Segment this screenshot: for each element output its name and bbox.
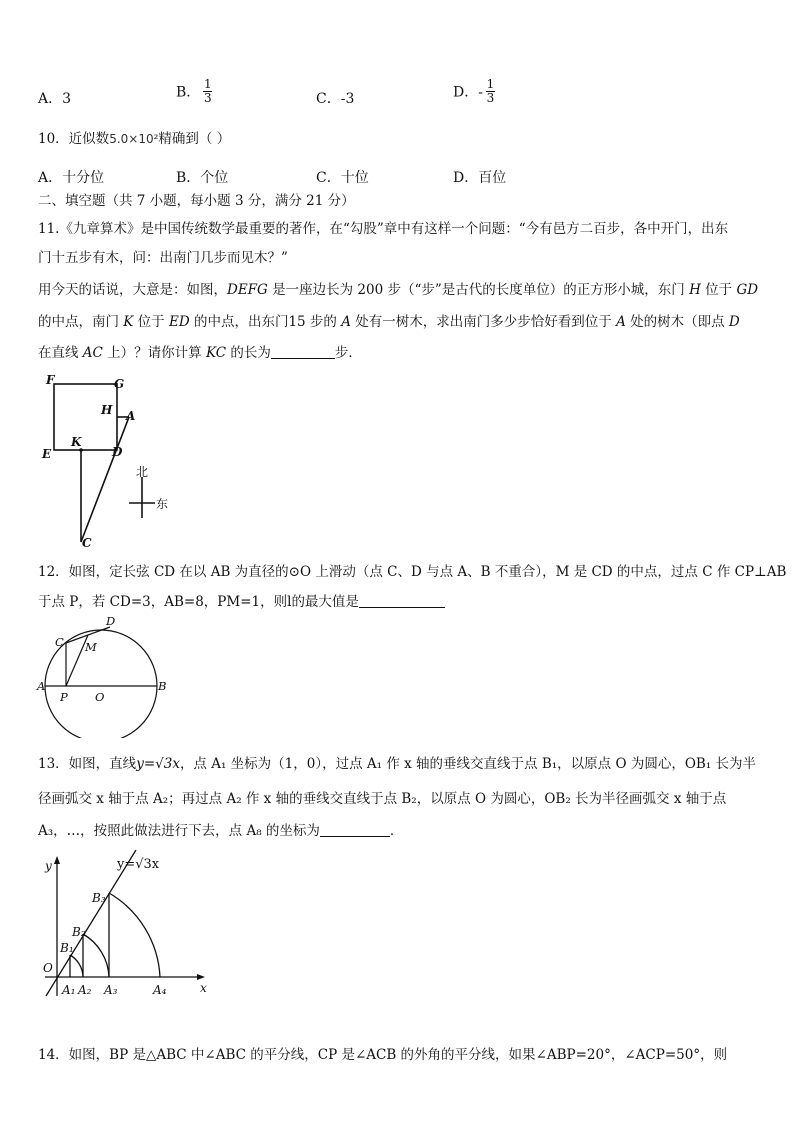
- q13-line1: 13．如图，直线y=√3x，点 A₁ 坐标为（1，0），过点 A₁ 作 x 轴的垂线交直线于点 B₁，以原点 O 为圆心，OB₁ 长为半: [38, 756, 757, 772]
- label-O: O: [43, 961, 53, 975]
- label-equation: y=√3x: [117, 857, 160, 872]
- label-P: P: [60, 690, 68, 704]
- q9-option-a: A．3: [38, 91, 72, 107]
- label-C: C: [55, 635, 64, 649]
- label-O: O: [95, 690, 105, 704]
- square-city: [54, 384, 117, 450]
- q14-line1: 14．如图，BP 是△ABC 中∠ABC 的平分线，CP 是∠ACB 的外角的平分线，如果∠ABP=20°，∠ACP=50°，则: [38, 1047, 728, 1063]
- label-F: F: [46, 373, 55, 387]
- q13-figure: [40, 848, 210, 1000]
- q11-line5: 在直线 AC 上）？请你计算 KC 的长为 步．: [38, 345, 362, 361]
- label-H: H: [101, 403, 113, 417]
- label-D: D: [106, 614, 116, 628]
- label-C: C: [82, 536, 92, 550]
- label-A1: A₁: [62, 983, 76, 997]
- arc-1: [70, 955, 83, 977]
- q13-line2: 径画弧交 x 轴于点 A₂；再过点 A₂ 作 x 轴的垂线交直线于点 B₂，以原点 O 为圆心，OB₂ 长为半径画弧交 x 轴于点: [38, 791, 727, 807]
- q12-line2: 于点 P，若 CD=3，AB=8，PM=1，则l的最大值是: [38, 593, 445, 611]
- label-B3: B₃: [92, 891, 106, 905]
- arc-2: [83, 934, 109, 977]
- q11-line2: 门十五步有木，问：出南门几步而见木？”: [38, 250, 288, 266]
- answer-blank: [320, 822, 390, 837]
- fraction: $\frac{1}{3}$: [203, 77, 212, 105]
- x-arrow: [197, 974, 205, 980]
- label-G: G: [114, 377, 125, 391]
- label-A: A: [37, 679, 46, 693]
- arc-3: [109, 893, 160, 977]
- label-A3: A₃: [104, 983, 118, 997]
- label-A: A: [126, 409, 136, 423]
- label-K: K: [71, 435, 82, 449]
- label-D: D: [112, 445, 123, 459]
- q11-line1: 11.《九章算术》是中国传统数学最重要的著作，在“勾股”章中有这样一个问题：“今有邑方二百步，各中开门，出东: [38, 221, 729, 237]
- q10-option-d: D．百位: [453, 170, 507, 186]
- label-E: E: [42, 447, 52, 461]
- answer-blank: [271, 344, 335, 359]
- label-M: M: [85, 640, 97, 654]
- label-A2: A₂: [78, 983, 92, 997]
- q11-line3: 用今天的话说，大意是：如图，DEFG 是一座边长为 200 步（“步”是古代的长度单位）的正方形小城，东门 H 位于 GD: [38, 282, 759, 298]
- q10-option-b: B．个位: [176, 170, 229, 186]
- q10-option-c: C．十位: [316, 170, 369, 186]
- label-A4: A₄: [153, 983, 167, 997]
- q10-option-a: A．十分位: [38, 170, 105, 186]
- label-B2: B₂: [72, 925, 86, 939]
- q12-figure: [34, 612, 174, 738]
- q10-stem: 10．近似数5.0×10²精确到（ ）: [38, 131, 231, 147]
- label-y: y: [45, 859, 52, 873]
- q11-figure: [38, 372, 178, 550]
- section-heading: 二、填空题（共 7 小题，每小题 3 分，满分 21 分）: [38, 193, 355, 209]
- q12-line1: 12．如图，定长弦 CD 在以 AB 为直径的⊙O 上滑动（点 C、D 与点 A、B 不重合），M 是 CD 的中点，过点 C 作 CP⊥AB: [38, 564, 787, 580]
- fraction: $\frac{1}{3}$: [486, 77, 495, 105]
- label-B: B: [158, 679, 167, 693]
- q13-line3: A₃，…，按照此做法进行下去，点 A₈ 的坐标为 ．: [38, 823, 404, 839]
- y-arrow: [54, 856, 60, 864]
- q9-option-d: D．- $\frac{1}{3}$: [453, 77, 495, 105]
- q9-option-c: C．-3: [316, 91, 355, 107]
- q9-option-b: B． $\frac{1}{3}$: [176, 77, 212, 105]
- label-north: 北: [136, 465, 149, 479]
- label-x: x: [200, 981, 207, 995]
- label-east: 东: [156, 497, 169, 511]
- answer-blank: [359, 593, 445, 608]
- sight-line: [81, 417, 129, 542]
- q11-line4: 的中点，南门 K 位于 ED 的中点，出东门15 步的 A 处有一树木，求出南门多少步恰好看到位于 A 处的树木（即点 D: [38, 314, 740, 330]
- label-B1: B₁: [60, 941, 74, 955]
